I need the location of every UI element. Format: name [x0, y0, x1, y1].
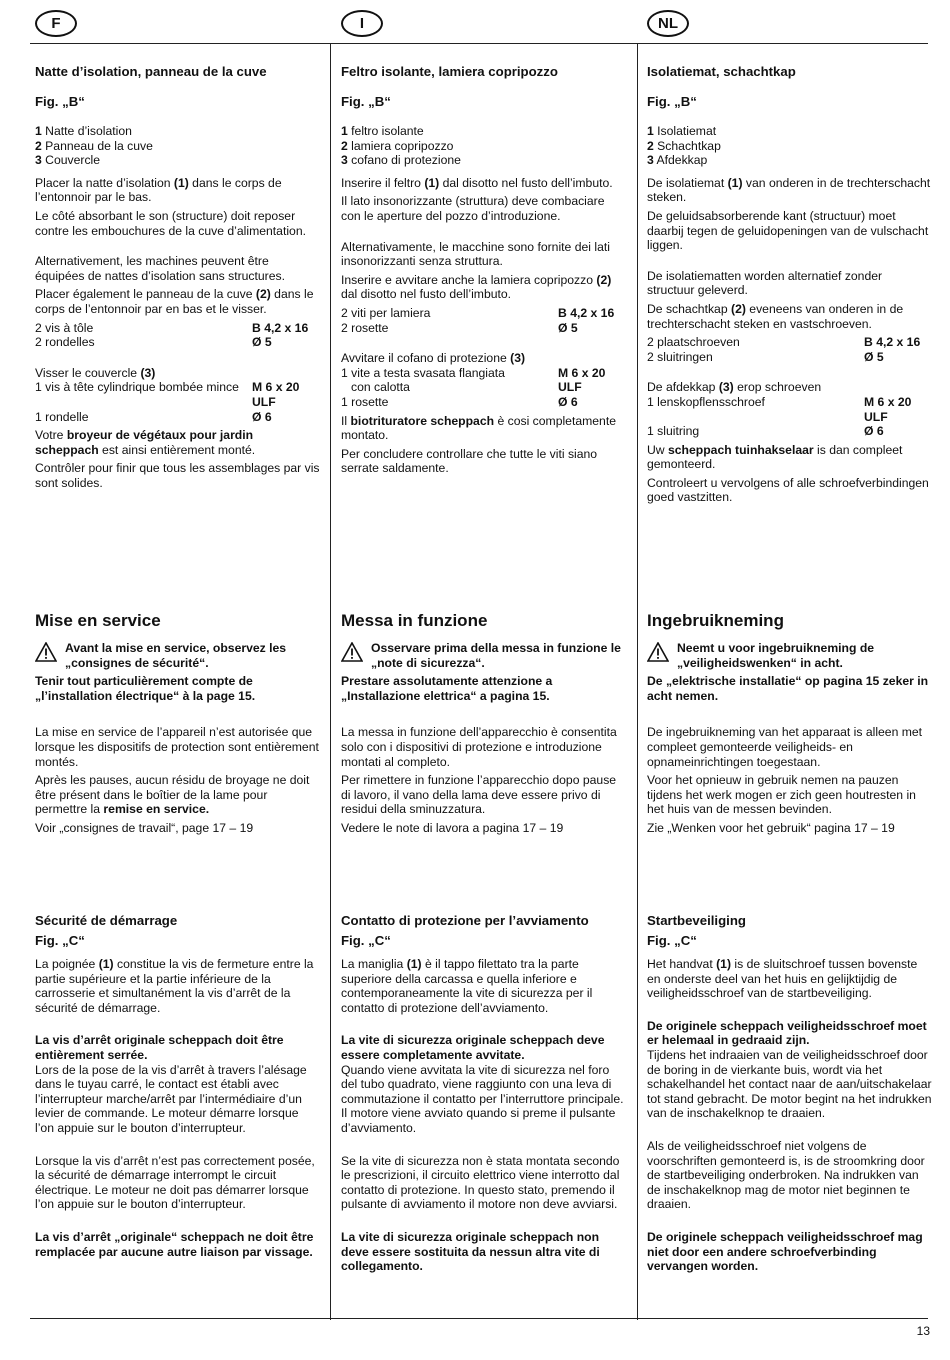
spec-row: [341, 321, 626, 336]
bold-note: La vite di sicurezza originale scheppach non deve essere sostituita da nessun altra vite di collegamento.: [341, 1229, 600, 1274]
paragraph: Alternativamente, le macchine sono fornite dei lati insonorizzanti senza struttura.: [341, 239, 610, 269]
part-label: Panneau de la cuve: [45, 138, 153, 153]
spec-value: ULF: [864, 409, 888, 424]
paragraph: Placer la natte d’isolation (1) dans le corps de l’entonnoir par le bas.: [35, 175, 282, 205]
spec-row: [35, 380, 320, 395]
part-label: cofano di protezione: [351, 153, 461, 168]
spec-value: Ø 6: [558, 394, 578, 409]
part-item: [35, 124, 320, 139]
paragraph: Inserire il feltro (1) dal disotto nel fusto dell’imbuto.: [341, 175, 613, 190]
part-number: 2: [35, 138, 42, 153]
paragraph: De afdekkap (3) erop schroeven: [647, 380, 822, 395]
part-label: Natte d’isolation: [45, 124, 132, 138]
spec-value: Ø 6: [864, 424, 884, 439]
language-badge: NL: [647, 10, 689, 37]
paragraph: Vedere le note di lavora a pagina 17 – 19: [341, 820, 564, 835]
paragraph: Placer également le panneau de la cuve (2) dans le corps de l’entonnoir par en bas et le visser.: [35, 287, 314, 316]
section-title: Sécurité de démarrage: [35, 913, 178, 928]
section-title: Startbeveiliging: [647, 913, 746, 928]
commissioning-section: [647, 611, 932, 840]
part-item: [341, 124, 626, 139]
spec-label: 1 sluitring: [647, 424, 700, 439]
section-heading: Ingebruikneming: [647, 611, 784, 630]
part-number: 2: [341, 138, 348, 153]
spec-value: ULF: [558, 380, 582, 395]
spec-label: [35, 395, 252, 410]
spec-label: 1 vis à tête cylindrique bombée mince: [35, 380, 239, 395]
paragraph: Uw scheppach tuinhakselaar is dan compleet gemonteerd.: [647, 442, 903, 472]
top-rule: [30, 43, 928, 44]
spec-value: M 6 x 20: [864, 394, 912, 409]
part-number: 1: [647, 124, 654, 138]
part-number: 2: [647, 138, 654, 153]
spec-value: M 6 x 20: [252, 380, 300, 395]
part-item: [647, 153, 932, 168]
start-safety-section: [647, 913, 932, 1278]
spec-row: [35, 395, 320, 410]
paragraph: De geluidsabsorberende kant (structuur) moet daarbij tegen de geluidopeningen van de vulschacht liggen.: [647, 208, 929, 253]
part-label: Couvercle: [45, 153, 101, 168]
paragraph: De isolatiematten worden alternatief zonder structuur geleverd.: [647, 268, 883, 298]
spec-label: 2 sluitringen: [647, 349, 713, 364]
bold-note: La vis d’arrêt originale scheppach doit être entièrement serrée.: [35, 1033, 284, 1062]
column-divider: [637, 44, 638, 1320]
part-number: 3: [341, 153, 348, 168]
warning-note: Prestare assolutamente attenzione a „Installazione elettrica“ a pagina 15.: [341, 674, 553, 703]
figure-label: Fig. „C“: [647, 933, 697, 948]
spec-row: [341, 380, 626, 395]
paragraph: Quando viene avvitata la vite di sicurezza nel foro del tubo quadrato, viene raggiunto con una leva di commutazione il contatto per l’interruttore principale. Il motore viene avviato quando si preme il pulsante d’avviamento.: [341, 1062, 624, 1135]
paragraph: Voor het opnieuw in gebruik nemen na pauzen tijdens het werk mogen er zich geen houtresten in het huis van de messen bevinden.: [647, 773, 916, 817]
warning-triangle-icon: [647, 642, 669, 662]
paragraph: Per rimettere in funzione l’apparecchio dopo pause di lavoro, il vano della lama deve essere privo di residui della sminuzzatura.: [341, 773, 617, 817]
spec-value: B 4,2 x 16: [558, 305, 615, 320]
part-label: Schachtkap: [657, 138, 721, 153]
language-column: [341, 64, 626, 480]
paragraph: Per concludere controllare che tutte le viti siano serrate saldamente.: [341, 446, 598, 476]
part-item: [35, 153, 320, 168]
paragraph: Als de veiligheidsschroef niet volgens de voorschriften gemonteerd is, is de stroomkring door de startbeveiliging onderbroken. Na indrukken van de inschakelknop mag de motor niet beginnen te draaien.: [647, 1138, 925, 1212]
spec-label: con calotta: [351, 380, 410, 395]
spec-label: 2 vis à tôle: [35, 320, 94, 335]
paragraph: De ingebruikneming van het apparaat is alleen met compleet gemonteerde veiligheids- en opnameinrichtingen toegestaan.: [647, 725, 923, 769]
bold-note: La vite di sicurezza originale scheppach deve essere completamente avvitate.: [341, 1033, 605, 1062]
paragraph: Lors de la pose de la vis d’arrêt à travers l’alésage dans le tuyau carré, le contact est établi avec l’interrupteur marche/arrêt par l’intermédiaire d’un levier de commande. Le moteur démarre lorsque l’on appuie sur le bouton d’interrupteur.: [35, 1062, 307, 1135]
spec-table: [647, 335, 932, 364]
warning-triangle-icon: [35, 642, 57, 662]
warning-triangle-icon: [341, 642, 363, 662]
spec-row: [647, 424, 932, 439]
spec-label: 2 rosette: [341, 320, 389, 335]
paragraph: La messa in funzione dell’apparecchio è consentita solo con i dispositivi di protezione e introduzione montati al completo.: [341, 725, 617, 769]
safety-warning: Neemt u voor ingebruikneming de „veiligheidswenken“ in acht.: [647, 641, 932, 670]
spec-row: [35, 321, 320, 336]
figure-label: Fig. „C“: [35, 933, 85, 948]
bold-note: De originele scheppach veiligheidsschroef moet er helemaal in gedraaid zijn.: [647, 1018, 927, 1048]
spec-row: [341, 395, 626, 410]
spec-value: B 4,2 x 16: [252, 320, 309, 335]
paragraph: De isolatiemat (1) van onderen in de trechterschacht steken.: [647, 175, 931, 205]
part-label: lamiera copripozzo: [351, 138, 454, 153]
start-safety-section: [35, 913, 320, 1263]
section-heading: Mise en service: [35, 611, 161, 630]
part-number: 3: [647, 153, 654, 168]
paragraph: Avvitare il cofano di protezione (3): [341, 351, 526, 366]
spec-row: [647, 335, 932, 350]
spec-row: [647, 395, 932, 410]
section-title: Isolatiemat, schachtkap: [647, 64, 796, 79]
figure-label: Fig. „B“: [341, 94, 391, 109]
figure-label: Fig. „B“: [35, 94, 85, 109]
language-column: [35, 64, 320, 494]
parts-list: [647, 124, 932, 168]
spec-row: [647, 410, 932, 425]
spec-label: 2 viti per lamiera: [341, 305, 431, 320]
safety-warning: Avant la mise en service, observez les „consignes de sécurité“.: [35, 641, 320, 670]
spec-row: [647, 350, 932, 365]
spec-table: [35, 321, 320, 350]
spec-value: Ø 5: [864, 349, 884, 364]
paragraph: Le côté absorbant le son (structure) doit reposer contre les embouchures de la cuve d’alimentation.: [35, 208, 306, 238]
paragraph: Se la vite di sicurezza non è stata montata secondo le prescrizioni, il circuito elettrico viene interrotto dal contatto di protezione. In questo stato, premendo il pulsante di avviamento il motore non deve avviarsi.: [341, 1153, 620, 1212]
paragraph: Zie „Wenken voor het gebruik“ pagina 17 – 19: [647, 820, 895, 835]
figure-label: Fig. „C“: [341, 933, 391, 948]
part-item: [341, 153, 626, 168]
commissioning-section: [35, 611, 320, 840]
part-label: feltro isolante: [351, 124, 424, 138]
commissioning-section: [341, 611, 626, 840]
paragraph: Visser le couvercle (3): [35, 365, 156, 380]
paragraph: Il biotrituratore scheppach è cosi completamente montato.: [341, 413, 616, 443]
part-item: [647, 124, 932, 139]
paragraph: Alternativement, les machines peuvent être équipées de nattes d’isolation sans structures.: [35, 254, 285, 283]
spec-table: [647, 395, 932, 439]
spec-table: [35, 380, 320, 424]
spec-label: 1 rondelle: [35, 409, 89, 424]
parts-list: [341, 124, 626, 168]
bottom-rule: [30, 1318, 928, 1319]
spec-row: [341, 306, 626, 321]
page-number: 13: [916, 1324, 930, 1338]
spec-label: 2 plaatschroeven: [647, 335, 740, 350]
spec-label: 1 lenskopflensschroef: [647, 394, 765, 409]
paragraph: La poignée (1) constitue la vis de fermeture entre la partie supérieure et la partie inférieure de la carrosserie et simultanément la vis d’arrêt de la sécurité de démarrage.: [35, 957, 314, 1015]
paragraph: Votre broyeur de végétaux pour jardin scheppach est ainsi entièrement monté.: [35, 428, 256, 457]
bold-note: La vis d’arrêt „originale“ scheppach ne doit être remplacée par aucune autre liaison par vissage.: [35, 1229, 314, 1259]
part-label: Isolatiemat: [657, 124, 717, 138]
part-number: 3: [35, 153, 42, 168]
section-title: Feltro isolante, lamiera copripozzo: [341, 64, 558, 79]
part-item: [35, 139, 320, 154]
spec-value: ULF: [252, 394, 276, 409]
safety-warning: Osservare prima della messa in funzione le „note di sicurezza“.: [341, 641, 626, 670]
spec-table: [341, 366, 626, 410]
paragraph: Tijdens het indraaien van de veiligheidsschroef door de boring in de vierkante buis, wordt via het schakelhandel het contact naar de aan/uitschakelaar tot stand gebracht. De motor begint na het indrukken van de inschakelknop te draaien.: [647, 1047, 932, 1121]
spec-row: [35, 335, 320, 350]
warning-note: Tenir tout particulièrement compte de „l’installation électrique“ à la page 15.: [35, 674, 256, 703]
bold-note: De originele scheppach veiligheidsschroef mag niet door een andere schroefverbinding vervangen worden.: [647, 1229, 923, 1274]
parts-list: [35, 124, 320, 168]
warning-note: De „elektrische installatie“ op pagina 15 zeker in acht nemen.: [647, 674, 929, 703]
paragraph: La mise en service de l’appareil n’est autorisée que lorsque les dispositifs de protection sont entièrement montés.: [35, 725, 319, 769]
section-title: Natte d’isolation, panneau de la cuve: [35, 64, 267, 79]
spec-table: [341, 306, 626, 335]
spec-value: Ø 5: [558, 320, 578, 335]
paragraph: La maniglia (1) è il tappo filettato tra la parte superiore della carcassa e quella inferiore e contemporaneamente la vite di sicurezza per il contatto di protezione dell’avviamento.: [341, 957, 593, 1015]
start-safety-section: [341, 913, 626, 1278]
paragraph: De schachtkap (2) eveneens van onderen in de trechterschacht steken en vastschroeven.: [647, 301, 904, 331]
spec-row: [341, 366, 626, 381]
paragraph: Après les pauses, aucun résidu de broyage ne doit être présent dans le boîtier de la lame pour permettre la remise en service.: [35, 773, 310, 817]
spec-value: Ø 5: [252, 335, 272, 350]
paragraph: Voir „consignes de travail“, page 17 – 19: [35, 820, 254, 835]
spec-label: 2 rondelles: [35, 335, 95, 350]
part-item: [647, 139, 932, 154]
spec-value: M 6 x 20: [558, 365, 606, 380]
paragraph: Lorsque la vis d’arrêt n’est pas correctement posée, la sécurité de démarrage interrompt le circuit électrique. Le moteur ne doit pas démarrer lorsque l’on appuie sur le bouton d’interrupteur.: [35, 1153, 315, 1212]
figure-label: Fig. „B“: [647, 94, 697, 109]
section-title: Contatto di protezione per l’avviamento: [341, 913, 589, 928]
spec-row: [35, 410, 320, 425]
paragraph: Controleert u vervolgens of alle schroefverbindingen goed vastzitten.: [647, 475, 929, 505]
language-badge: I: [341, 10, 383, 37]
spec-value: B 4,2 x 16: [864, 335, 921, 350]
paragraph: Contrôler pour finir que tous les assemblages par vis sont solides.: [35, 461, 320, 490]
spec-label: 1 rosette: [341, 394, 389, 409]
part-number: 1: [341, 124, 348, 138]
section-heading: Messa in funzione: [341, 611, 488, 630]
language-badge: F: [35, 10, 77, 37]
language-column: [647, 64, 932, 509]
spec-value: Ø 6: [252, 409, 272, 424]
part-item: [341, 139, 626, 154]
spec-label: [647, 410, 864, 425]
paragraph: Inserire e avvitare anche la lamiera copripozzo (2) dal disotto nel fusto dell’imbuto.: [341, 272, 612, 302]
spec-label: 1 vite a testa svasata flangiata: [341, 365, 505, 380]
paragraph: Het handvat (1) is de sluitschroef tussen bovenste en onderste deel van het huis en gelijktijdig de veiligheidsschroef van de startbeveiliging.: [647, 957, 918, 1001]
part-number: 1: [35, 124, 42, 138]
part-label: Afdekkap: [656, 153, 708, 168]
column-divider: [330, 44, 331, 1320]
paragraph: Il lato insonorizzante (struttura) deve combaciare con le aperture del pozzo d’introduzione.: [341, 194, 605, 223]
